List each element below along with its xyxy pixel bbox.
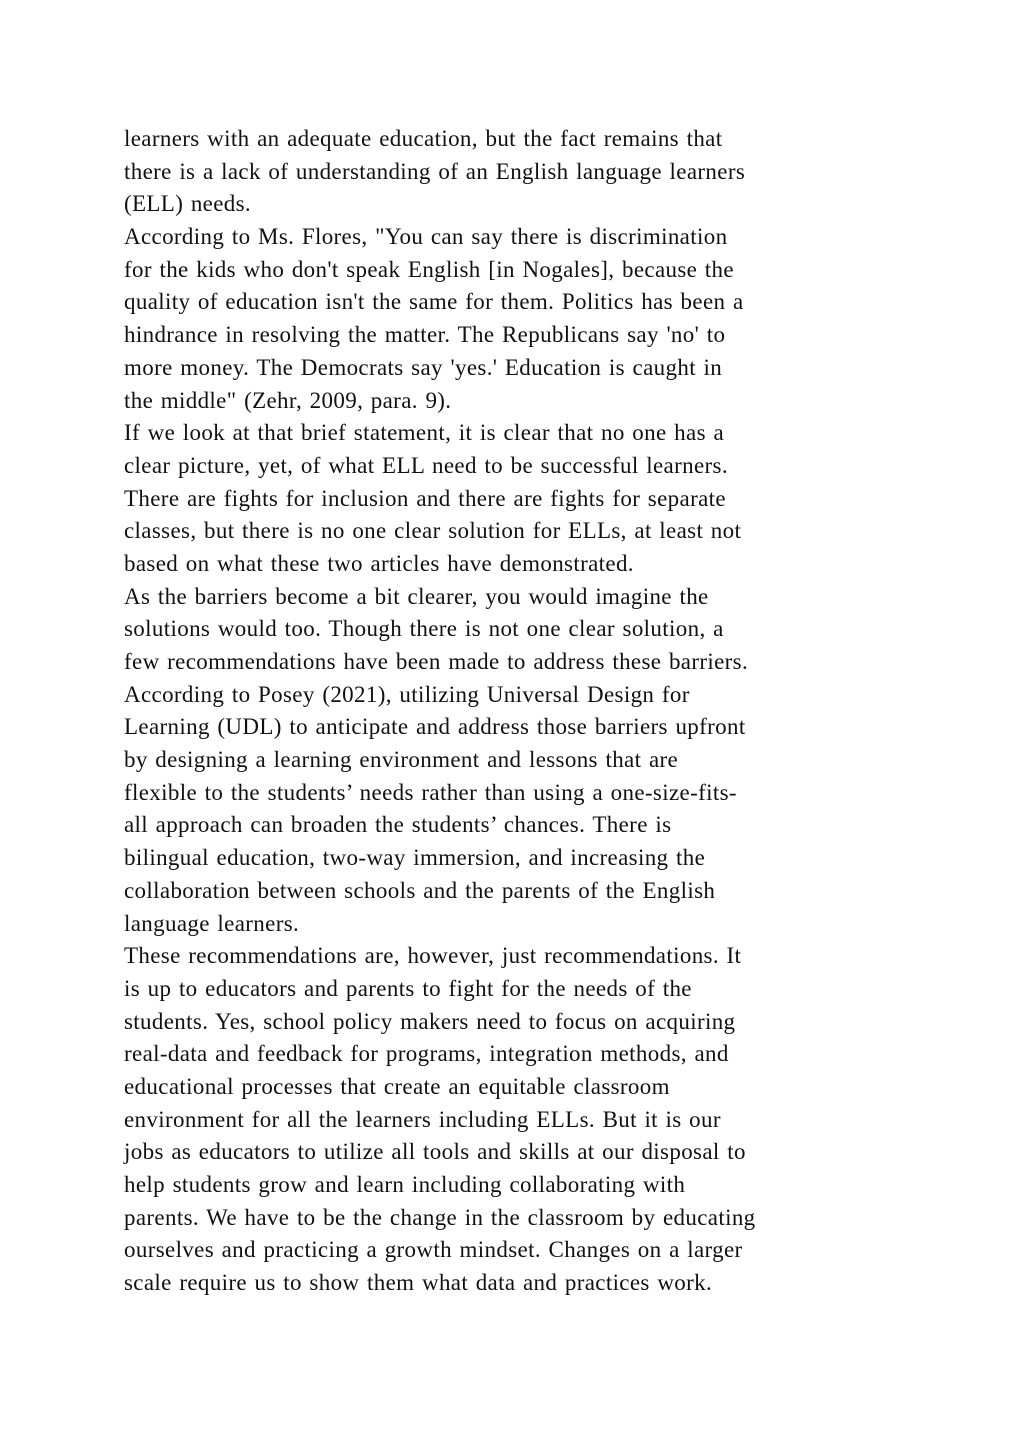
text-line: bilingual education, two-way immersion, and increasing the — [124, 845, 706, 871]
text-line: As the barriers become a bit clearer, you would imagine the — [124, 583, 709, 609]
text-line: parents. We have to be the change in the classroom by educating — [124, 1204, 756, 1230]
text-line: students. Yes, school policy makers need to focus on acquiring — [124, 1008, 736, 1034]
text-line: help students grow and learn including collaborating with — [124, 1172, 686, 1197]
text-line: If we look at that brief statement, it is clear that no one has a — [124, 420, 725, 446]
text-line: environment for all the learners including ELLs. But it is our — [124, 1106, 721, 1132]
text-line: by designing a learning environment and lessons that are — [124, 747, 679, 773]
text-line: for the kids who don't speak English [in Nogales], because the — [124, 256, 734, 282]
text-line: collaboration between schools and the parents of the English — [124, 877, 716, 903]
text-line: These recommendations are, however, just recommendations. It — [124, 943, 742, 969]
text-line: learners with an adequate education, but the fact remains that — [124, 126, 723, 151]
text-line: According to Posey (2021), utilizing Universal Design for — [124, 681, 690, 707]
text-line: hindrance in resolving the matter. The Republicans say 'no' to — [124, 322, 726, 348]
text-line: the middle" (Zehr, 2009, para. 9). — [124, 387, 452, 413]
text-line: (ELL) needs. — [124, 191, 252, 217]
text-line: scale require us to show them what data and practices work. — [124, 1270, 713, 1296]
text-line: more money. The Democrats say 'yes.' Education is caught in — [124, 354, 723, 380]
text-line: few recommendations have been made to address these barriers. — [124, 649, 749, 674]
text-line: real-data and feedback for programs, integration methods, and — [124, 1041, 729, 1067]
text-line: flexible to the students’ needs rather than using a one-size-fits- — [124, 779, 737, 805]
text-line: There are fights for inclusion and there are fights for separate — [124, 485, 726, 511]
text-line: quality of education isn't the same for them. Politics has been a — [124, 289, 744, 315]
text-line: According to Ms. Flores, "You can say there is discrimination — [124, 224, 728, 250]
text-line: solutions would too. Though there is not one clear solution, a — [124, 616, 724, 642]
text-line: is up to educators and parents to fight for the needs of the — [124, 975, 692, 1001]
text-line: there is a lack of understanding of an English language learners — [124, 158, 746, 184]
text-line: language learners. — [124, 910, 300, 936]
text-line: Learning (UDL) to anticipate and address those barriers upfront — [124, 714, 746, 740]
body-text — [124, 123, 924, 1300]
text-line: educational processes that create an equitable classroom — [124, 1073, 670, 1099]
text-line: clear picture, yet, of what ELL need to be successful learners. — [124, 452, 728, 478]
text-line: all approach can broaden the students’ chances. There is — [124, 812, 672, 838]
text-line: classes, but there is no one clear solution for ELLs, at least not — [124, 518, 742, 544]
text-line: ourselves and practicing a growth mindset. Changes on a larger — [124, 1237, 743, 1263]
text-line: jobs as educators to utilize all tools and skills at our disposal to — [124, 1139, 746, 1165]
text-line: based on what these two articles have demonstrated. — [124, 550, 634, 576]
